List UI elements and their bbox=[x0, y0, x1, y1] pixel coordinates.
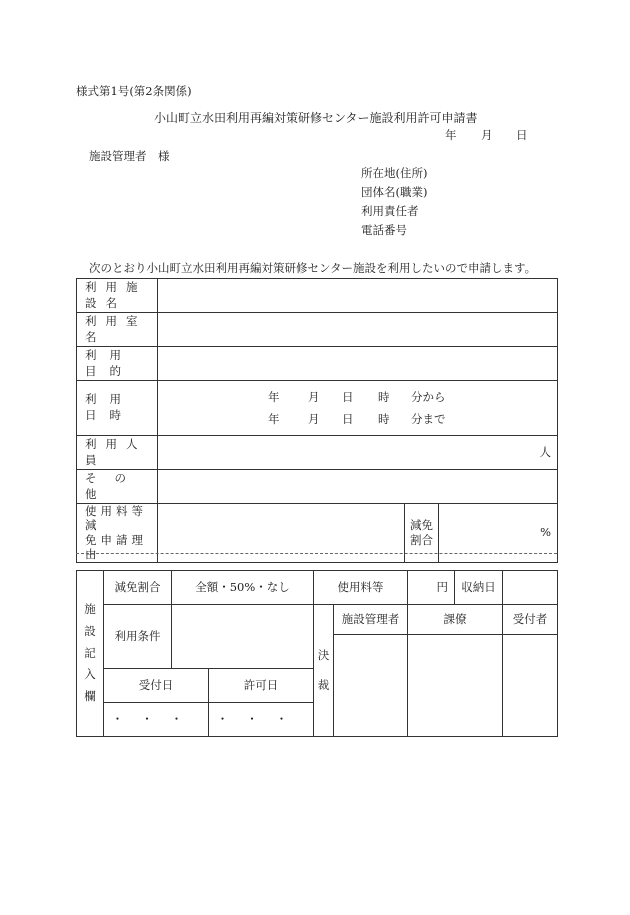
datetime-label: 利用日時 bbox=[77, 381, 158, 436]
room-label: 利用室名 bbox=[77, 313, 158, 347]
conditions-field[interactable] bbox=[172, 605, 314, 669]
facility-field[interactable] bbox=[158, 279, 558, 313]
people-unit: 人 bbox=[539, 444, 552, 459]
dt-to-day: 日 bbox=[342, 412, 354, 426]
intro-text: 次のとおり小山町立水田利用再編対策研修センター施設を利用したいので申請します。 bbox=[89, 261, 537, 275]
dt-from-day: 日 bbox=[342, 390, 354, 404]
dt-from-hour: 時 bbox=[378, 390, 390, 404]
dt-from-min: 分から bbox=[411, 390, 446, 404]
manager-label: 施設管理者 bbox=[334, 605, 408, 635]
received-date-field[interactable] bbox=[104, 703, 209, 737]
dt-to-hour: 時 bbox=[378, 412, 390, 426]
dt-to-month: 月 bbox=[308, 412, 320, 426]
room-field[interactable] bbox=[158, 313, 558, 347]
people-field[interactable] bbox=[158, 436, 558, 470]
receiver-label: 受付者 bbox=[503, 605, 558, 635]
facility-section-table bbox=[76, 570, 558, 737]
receipt-date-field[interactable] bbox=[503, 571, 558, 605]
facility-side-label: 施 設 記 入 欄 bbox=[77, 571, 104, 737]
form-number: 様式第1号(第2条関係) bbox=[76, 84, 192, 98]
percent-unit: % bbox=[540, 524, 552, 539]
fee-label: 使用料等 bbox=[314, 571, 408, 605]
separator-line bbox=[76, 553, 557, 554]
permit-date-field[interactable] bbox=[209, 703, 314, 737]
receipt-date-label: 収納日 bbox=[455, 571, 503, 605]
purpose-field[interactable] bbox=[158, 347, 558, 381]
fee-reason-label: 使用料等減 免申請理由 bbox=[77, 504, 158, 563]
date-month: 月 bbox=[481, 128, 493, 142]
decision-label: 決 裁 bbox=[314, 605, 334, 737]
applicant-organization-label: 団体名(職業) bbox=[361, 185, 428, 199]
manager-stamp[interactable] bbox=[334, 635, 408, 737]
reduction-options[interactable]: 全額・50%・なし bbox=[172, 571, 314, 605]
facility-label: 利用施設名 bbox=[77, 279, 158, 313]
permit-date-label: 許可日 bbox=[209, 669, 314, 703]
date-year: 年 bbox=[445, 128, 457, 142]
people-label: 利用人員 bbox=[77, 436, 158, 470]
dt-to-year: 年 bbox=[268, 412, 280, 426]
staff-label: 課僚 bbox=[408, 605, 503, 635]
receiver-stamp[interactable] bbox=[503, 635, 558, 737]
permit-date-dots: ・・・ bbox=[216, 711, 306, 726]
addressee: 施設管理者 様 bbox=[89, 149, 170, 163]
dt-to-min: 分まで bbox=[411, 412, 446, 426]
received-date-dots: ・・・ bbox=[111, 711, 201, 726]
applicant-phone-label: 電話番号 bbox=[361, 223, 407, 237]
application-table bbox=[76, 278, 558, 563]
datetime-field[interactable] bbox=[158, 381, 558, 436]
reduction-label: 減免 割合 bbox=[405, 504, 439, 563]
page-title: 小山町立水田利用再編対策研修センター施設利用許可申請書 bbox=[154, 111, 478, 125]
purpose-label: 利用目的 bbox=[77, 347, 158, 381]
dt-from-year: 年 bbox=[268, 390, 280, 404]
other-label: その他 bbox=[77, 470, 158, 504]
staff-stamp[interactable] bbox=[408, 635, 503, 737]
yen-unit: 円 bbox=[436, 579, 448, 594]
applicant-address-label: 所在地(住所) bbox=[361, 166, 428, 180]
applicant-responsible-label: 利用責任者 bbox=[361, 204, 419, 218]
conditions-label: 利用条件 bbox=[104, 605, 172, 669]
date-day: 日 bbox=[516, 128, 528, 142]
other-field[interactable] bbox=[158, 470, 558, 504]
received-date-label: 受付日 bbox=[104, 669, 209, 703]
dt-from-month: 月 bbox=[308, 390, 320, 404]
reduction-ratio-label: 減免割合 bbox=[104, 571, 172, 605]
fee-field[interactable] bbox=[408, 571, 455, 605]
